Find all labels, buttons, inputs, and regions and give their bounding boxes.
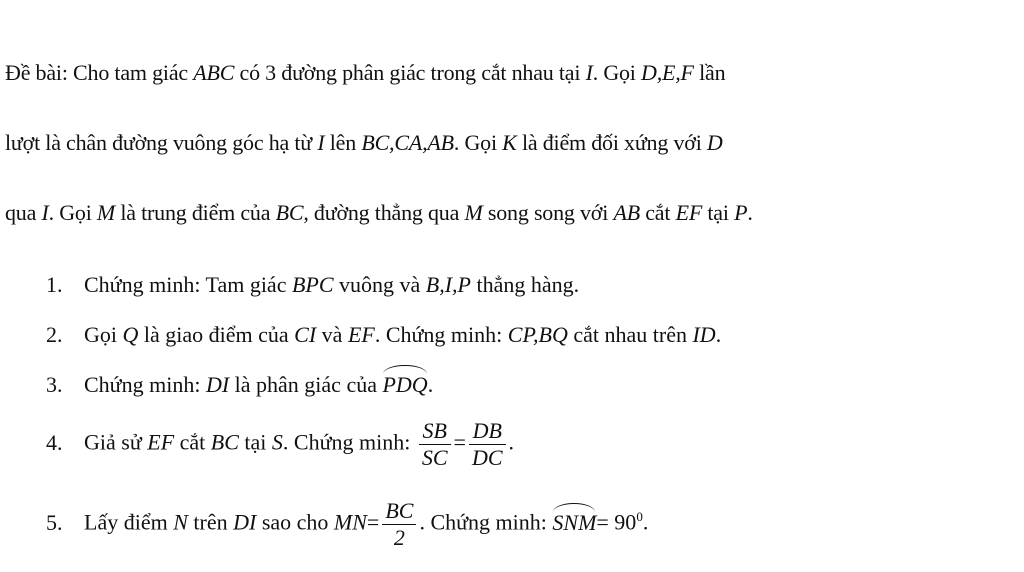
question-1 — [46, 272, 579, 298]
text: . Gọi — [48, 200, 97, 225]
text: lượt là chân đường vuông góc hạ từ — [5, 130, 318, 155]
math-bc: BC — [275, 200, 304, 225]
item-number: 4. — [46, 429, 63, 455]
numerator: SB — [419, 418, 451, 445]
text: song song với — [482, 200, 614, 225]
text: . — [747, 200, 753, 225]
math-def: D,E,F — [641, 60, 694, 85]
math-id: ID — [692, 322, 716, 347]
angle-pdq: PDQ — [382, 372, 428, 397]
equals-sign: = — [366, 509, 380, 535]
text: tại — [702, 200, 735, 225]
denominator: DC — [471, 445, 503, 470]
text: . — [715, 322, 722, 347]
equals-sign: = — [453, 429, 466, 455]
item-number: 3. — [46, 372, 63, 397]
question-2 — [46, 322, 721, 348]
math-bip: B,I,P — [425, 272, 471, 297]
text: lần — [693, 60, 726, 85]
item-number: 5. — [46, 509, 63, 535]
degree-superscript: 0 — [636, 509, 643, 525]
text: và — [316, 322, 348, 347]
text: , đường thẳng qua — [303, 200, 465, 225]
text: sao cho — [256, 509, 334, 535]
math-n: N — [173, 509, 188, 535]
text: là giao điểm của — [138, 322, 295, 347]
math-i: I — [41, 200, 49, 225]
problem-line-1 — [5, 60, 725, 86]
numerator: DB — [469, 418, 506, 445]
fraction-bc-2 — [382, 498, 416, 551]
text: Lấy điểm — [84, 509, 174, 535]
problem-line-3 — [5, 200, 753, 226]
text: Gọi — [84, 322, 123, 347]
math-bpc: BPC — [291, 272, 334, 297]
text: = 90 — [596, 509, 637, 535]
math-di: DI — [205, 372, 230, 397]
text: lên — [324, 130, 362, 155]
fraction-sb-sc — [419, 418, 451, 471]
fraction-db-dc — [469, 418, 506, 471]
text: . Gọi — [592, 60, 642, 85]
numerator: BC — [382, 498, 416, 525]
math-ef: EF — [347, 322, 375, 347]
math-m: M — [464, 200, 483, 225]
text: có 3 đường phân giác trong cắt nhau tại — [234, 60, 586, 85]
math-ef: EF — [147, 429, 175, 455]
question-3 — [46, 372, 433, 398]
text: Chứng minh: — [84, 372, 206, 397]
text: . Chứng minh: — [374, 322, 508, 347]
math-ab: AB — [613, 200, 640, 225]
math-cpbq: CP,BQ — [507, 322, 568, 347]
denominator: SC — [421, 445, 448, 470]
question-4 — [46, 418, 514, 471]
math-i: I — [317, 130, 325, 155]
angle-snm: SNM — [552, 509, 597, 535]
math-ef: EF — [675, 200, 703, 225]
text: qua — [5, 200, 42, 225]
item-number: 1. — [46, 272, 63, 297]
math-abc: ABC — [193, 60, 235, 85]
text: . — [642, 509, 649, 535]
text: là điểm đối xứng với — [516, 130, 707, 155]
text: cắt nhau trên — [567, 322, 693, 347]
math-d: D — [706, 130, 723, 155]
text: cắt — [639, 200, 676, 225]
text: . Chứng minh: — [282, 429, 416, 455]
text: . — [427, 372, 434, 397]
math-p: P — [734, 200, 748, 225]
question-5 — [46, 498, 648, 551]
math-m: M — [96, 200, 116, 225]
text: . Chứng minh: — [419, 509, 553, 535]
text: Chứng minh: Tam giác — [84, 272, 292, 297]
text: là trung điểm của — [115, 200, 276, 225]
text: cắt — [174, 429, 211, 455]
math-i: I — [585, 60, 593, 85]
math-di: DI — [233, 509, 257, 535]
math-bc: BC — [210, 429, 239, 455]
text: . Gọi — [453, 130, 503, 155]
math-mn: MN — [333, 509, 367, 535]
math-q: Q — [122, 322, 139, 347]
text: tại — [238, 429, 272, 455]
text: thẳng hàng. — [471, 272, 580, 297]
math-ci: CI — [294, 322, 317, 347]
text: Giả sử — [84, 429, 148, 455]
denominator: 2 — [393, 525, 405, 550]
text: Đề bài: Cho tam giác — [5, 60, 194, 85]
math-k: K — [502, 130, 517, 155]
text: trên — [187, 509, 234, 535]
text: là phân giác của — [229, 372, 383, 397]
item-number: 2. — [46, 322, 63, 347]
problem-line-2 — [5, 130, 723, 156]
text: . — [508, 429, 515, 455]
math-sides: BC,CA,AB — [361, 130, 454, 155]
math-s: S — [271, 429, 283, 455]
text: vuông và — [333, 272, 426, 297]
